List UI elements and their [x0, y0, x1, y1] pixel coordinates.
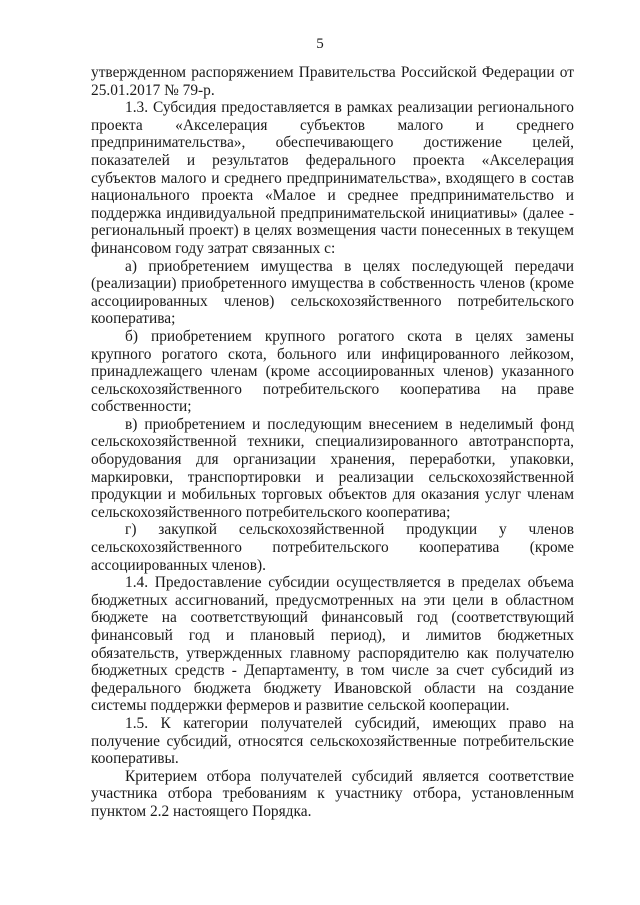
paragraph-1-5: 1.5. К категории получателей субсидий, имеющих право на получение субсидий, относятся сельскохозяйственные потребительские кооперативы. — [91, 714, 574, 768]
paragraph-1-3: 1.3. Субсидия предоставляется в рамках реализации регионального проекта «Акселерация субъектов малого и среднего предпринимательства», обеспечивающего достижение целей, показателей и результатов федерального проекта «Акселерация субъектов малого и среднего предпринимательства», входящего в состав национального проекта «Малое и среднее предпринимательство и поддержка индивидуальной предпринимательской инициативы» (далее - региональный проект) в целях возмещения части понесенных в текущем финансовом году затрат связанных с: — [91, 99, 574, 257]
list-item-v: в) приобретением и последующим внесением в неделимый фонд сельскохозяйственной техники, специализированного автотранспорта, оборудования для организации хранения, переработки, упаковки, маркировки, транспортировки и реализации сельскохозяйственной продукции и мобильных торговых объектов для оказания услуг членам сельскохозяйственного потребительского кооператива; — [91, 415, 574, 521]
paragraph-1-4: 1.4. Предоставление субсидии осуществляется в пределах объема бюджетных ассигнований, предусмотренных на эти цели в областном бюджете на соответствующий финансовый год (соответствующий финансовый год и плановый период), и лимитов бюджетных обязательств, утвержденных главному распорядителю как получателю бюджетных средств - Департаменту, в том числе за счет субсидий из федерального бюджета бюджету Ивановской области на создание системы поддержки фермеров и развитие сельской кооперации. — [91, 574, 574, 715]
list-item-a: а) приобретением имущества в целях последующей передачи (реализации) приобретенного имущества в собственность членов (кроме ассоциированных членов) сельскохозяйственного потребительского кооператива; — [91, 257, 574, 328]
list-item-b: б) приобретением крупного рогатого скота в целях замены крупного рогатого скота, больного или инфицированного лейкозом, принадлежащего членам (кроме ассоциированных членов) указанного сельскохозяйственного потребительского кооператива на праве собственности; — [91, 327, 574, 416]
list-item-g: г) закупкой сельскохозяйственной продукции у членов сельскохозяйственного потребительского кооператива (кроме ассоциированных членов). — [91, 521, 574, 574]
paragraph-selection-criterion: Критерием отбора получателей субсидий является соответствие участника отбора требованиям к участнику отбора, установленным пунктом 2.2 настоящего Порядка. — [91, 767, 574, 820]
paragraph-intro-continuation: утвержденном распоряжением Правительства Российской Федерации от 25.01.2017 № 79-р. — [91, 64, 574, 99]
document-body — [91, 64, 574, 821]
page-number: 5 — [316, 36, 324, 52]
